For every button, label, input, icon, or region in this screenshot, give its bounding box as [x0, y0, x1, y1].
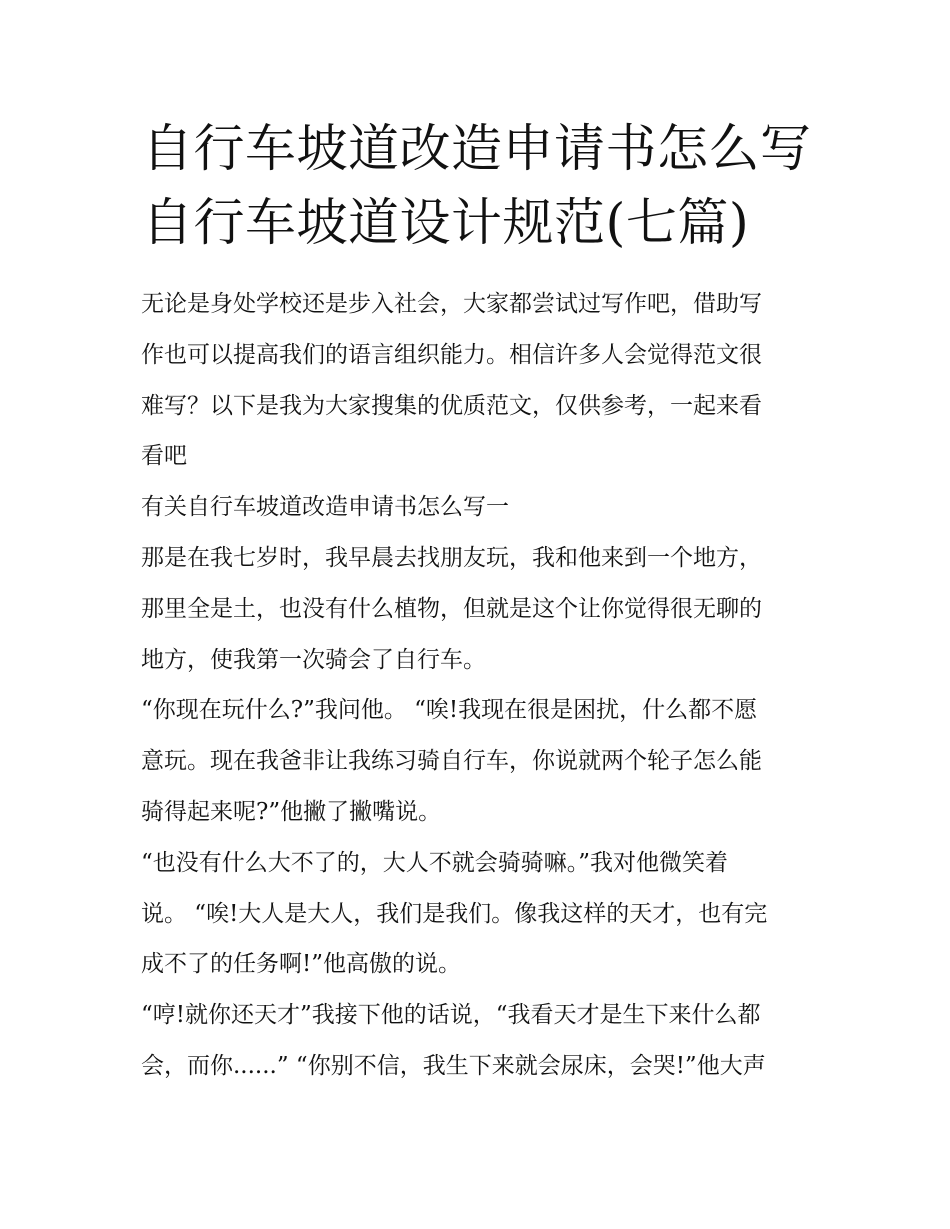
story-paragraph: [141, 533, 821, 685]
intro-paragraph: [141, 279, 821, 482]
title-line: 自行车坡道改造申请书怎么写: [142, 120, 812, 179]
story-paragraph: [141, 838, 821, 990]
text-line: 无论是身处学校还是步入社会，大家都尝试过写作吧，借助写: [141, 291, 762, 317]
document-body: [141, 279, 821, 1092]
text-line: 难写？以下是我为大家搜集的优质范文，仅供参考，一起来看: [141, 392, 762, 419]
text-line: 地方，使我第一次骑会了自行车。: [141, 646, 486, 673]
title-line: 自行车坡道设计规范(七篇): [142, 194, 750, 253]
text-line: 有关自行车坡道改造申请书怎么写一: [141, 494, 509, 521]
text-line: 作也可以提高我们的语言组织能力。相信许多人会觉得范文很: [141, 341, 762, 368]
text-line: “你现在玩什么?”我问他。 “唉!我现在很是困扰，什么都不愿: [141, 697, 758, 724]
text-line: 骑得起来呢?”他撇了撇嘴说。: [141, 798, 442, 825]
text-line: 意玩。现在我爸非让我练习骑自行车，你说就两个轮子怎么能: [141, 748, 762, 775]
story-paragraph: [141, 990, 821, 1092]
text-line: 成不了的任务啊!”他高傲的说。: [141, 951, 462, 978]
document-title: [142, 113, 832, 261]
section-heading: [141, 482, 821, 533]
text-line: 那里全是土，也没有什么植物，但就是这个让你觉得很无聊的: [141, 595, 762, 622]
text-line: 那是在我七岁时，我早晨去找朋友玩，我和他来到一个地方，: [141, 544, 762, 571]
text-line: 看吧: [141, 443, 187, 470]
text-line: 会，而你......” “你别不信，我生下来就会尿床，会哭!”他大声: [141, 1052, 766, 1079]
text-line: “哼!就你还天才”我接下他的话说，“我看天才是生下来什么都: [141, 1002, 761, 1029]
text-line: “也没有什么大不了的，大人不就会骑骑嘛。”我对他微笑着: [141, 849, 729, 876]
story-paragraph: [141, 685, 821, 837]
text-line: 说。 “唉!大人是大人，我们是我们。像我这样的天才，也有完: [141, 900, 768, 927]
